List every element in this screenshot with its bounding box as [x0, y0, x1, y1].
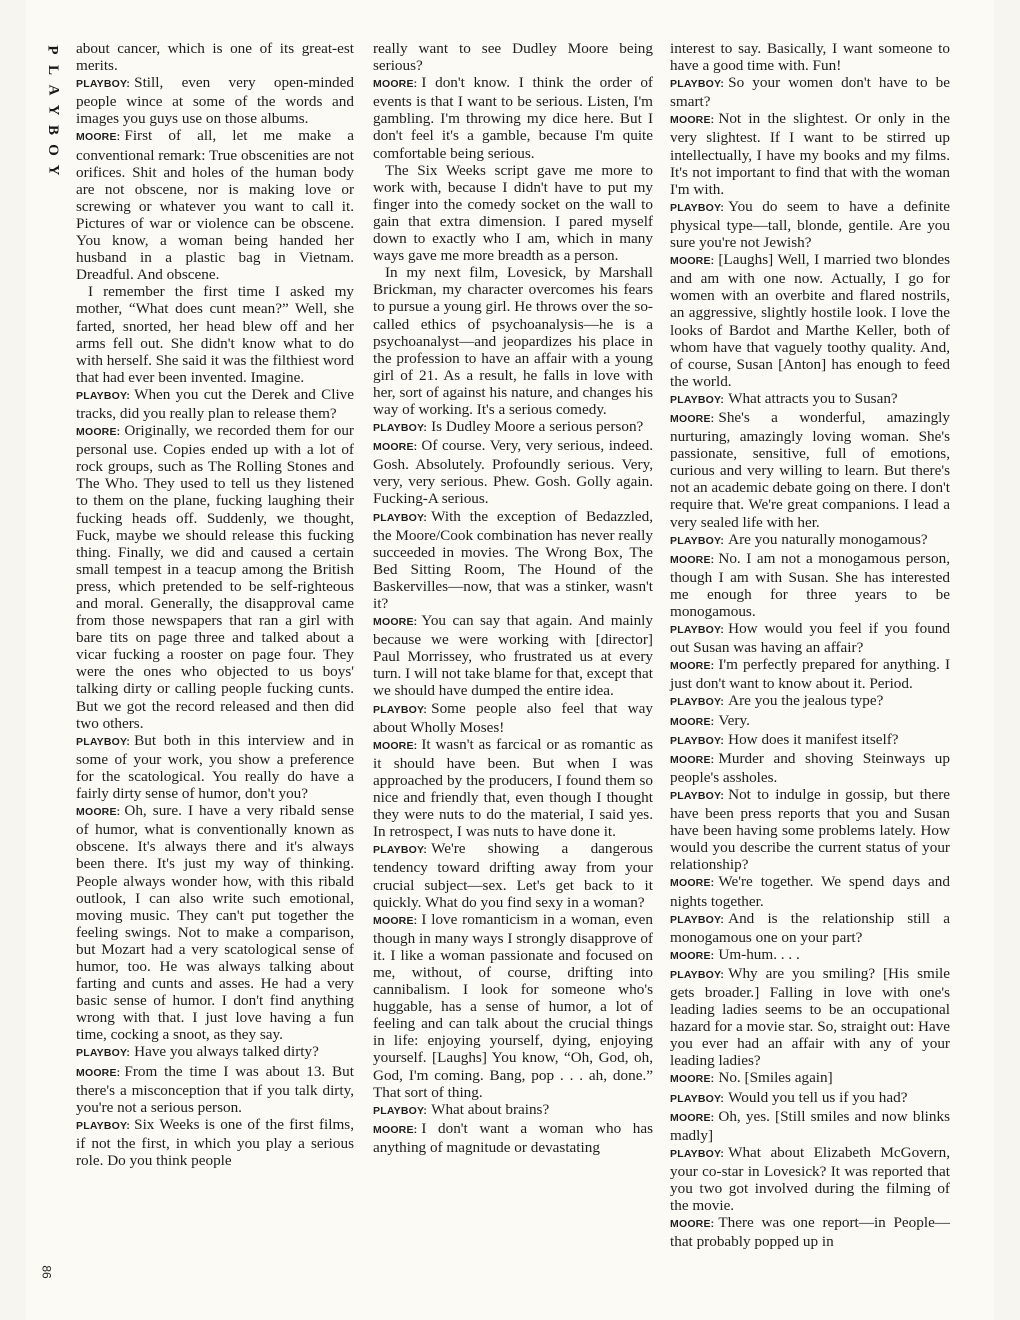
paragraph-text: It wasn't as farcical or as romantic as it should have been. But when I was approached by the producers, I found them so nice and friendly that, even though I thought they were nuts to do the material, I said yes. In retrospect, I was nuts to have done it. — [373, 735, 653, 841]
paragraph — [373, 911, 653, 1101]
paragraph — [670, 692, 950, 711]
masthead-letter: B — [44, 124, 61, 136]
paragraph-text: Oh, sure. I have a very ribald sense of humor, what is conventionally known as obscene. It's always there and it's always been there. It's just my way of thinking. People always wonder how, with this ribald outlook, I can also write such emotional, moving music. They can't put together the feeling swings. Not to make a comparison, but Mozart had a very scatological sense of humor, too. He was always talking about farting and cunts and asses. He had a very basic sense of humor. I don't find anything wrong with that. I just love having a fun time, cocking a snoot, as they say. — [76, 802, 354, 1044]
speaker-label: PLAYBOY: — [670, 78, 725, 91]
speaker-label: PLAYBOY: — [373, 703, 428, 716]
paragraph — [670, 1214, 950, 1250]
paragraph-text: So your women don't have to be smart? — [670, 74, 950, 111]
paragraph-text: Is Dudley Moore a serious person? — [431, 418, 644, 436]
paragraph — [670, 750, 950, 786]
paragraph — [670, 656, 950, 692]
paragraph-text: Um-hum. . . . — [718, 945, 800, 963]
paragraph — [76, 127, 354, 283]
speaker-label: MOORE: — [670, 412, 715, 425]
paragraph-text: I love romanticism in a woman, even though in many ways I strongly disapprove of it. I like a woman passionate and focused on me, without, of course, drifting into cannibalism. I look for someone who's huggable, has a sense of humor, a lot of feeling and can talk about the crucial things in life: enjoying yourself, dying, enjoying yourself. [Laughs] You know, “Oh, God, oh, God, I'm coming. Bang, pop . . . ah, done.” That sort of thing. — [373, 910, 653, 1101]
speaker-label: MOORE: — [670, 1111, 715, 1124]
paragraph-text: What about brains? — [431, 1100, 550, 1118]
masthead-letter: P — [44, 45, 61, 55]
speaker-label: PLAYBOY: — [670, 534, 725, 547]
paragraph-text: Originally, we recorded them for our personal use. Copies ended up with a lot of rock groups, such as The Rolling Stones and The Who. They used to tell us they listened to them on the plane, fucking laughing their fucking heads off. Suddenly, we thought, Fuck, maybe we should release this fucking thing. Finally, we did and caused a certain small tempest in a teacup among the British press, which pretended to be self-righteous and moral. Generally, the disapproval came from those newspapers that ran a girl with bare tits on page three and talked about a vicar fucking a rooster on page four. They were the ones who objected to us boys' talking dirty or calling people fucking cunts. But we got the record released and then did two others. — [76, 422, 354, 732]
paragraph — [373, 162, 653, 265]
paragraph — [373, 508, 653, 613]
paragraph — [373, 40, 653, 74]
speaker-label: PLAYBOY: — [670, 1147, 725, 1160]
paragraph-text: From the time I was about 13. But there's a misconception that if you talk dirty, you're not a serious person. — [76, 1062, 354, 1116]
speaker-label: MOORE: — [670, 877, 715, 890]
paragraph — [670, 1069, 950, 1088]
masthead-letter: L — [44, 64, 61, 76]
paragraph — [76, 283, 354, 386]
paragraph — [670, 198, 950, 251]
column-1 — [76, 40, 354, 1169]
paragraph-text: What about Elizabeth McGovern, your co-star in Lovesick? It was reported that you two got involved during the filming of the movie. — [670, 1143, 950, 1215]
speaker-label: MOORE: — [670, 553, 715, 566]
masthead-playboy — [40, 40, 60, 180]
paragraph — [373, 612, 653, 699]
paragraph-text: In my next film, Lovesick, by Marshall Brickman, my character overcomes his fears to pursue a young girl. He throws over the so-called ethics of psychoanalysis—he is a psychoanalyst—and jeopardizes his place in the profession to have an affair with a young girl of 21. As a result, he falls in love with her, sort of against his nature, and changes his way of working. It's a serious comedy. — [373, 264, 653, 418]
speaker-label: MOORE: — [373, 1123, 418, 1136]
speaker-label: MOORE: — [76, 131, 121, 144]
paragraph — [670, 1144, 950, 1214]
paragraph-text: When you cut the Derek and Clive tracks, did you really plan to release them? — [76, 385, 354, 422]
speaker-label: PLAYBOY: — [670, 789, 725, 802]
speaker-label: PLAYBOY: — [76, 1047, 131, 1060]
paragraph — [670, 390, 950, 409]
paragraph — [76, 1116, 354, 1169]
speaker-label: PLAYBOY: — [670, 1092, 725, 1105]
paragraph-text: Are you the jealous type? — [728, 692, 884, 710]
paragraph-text: about cancer, which is one of its great-est merits. — [76, 40, 354, 75]
speaker-label: PLAYBOY: — [373, 844, 428, 857]
paragraph — [670, 946, 950, 965]
speaker-label: PLAYBOY: — [76, 78, 131, 91]
speaker-label: MOORE: — [670, 715, 715, 728]
paragraph-text: We're showing a dangerous tendency toward drifting away from your crucial subject—sex. Let's get back to it quickly. What do you find sexy in a woman? — [373, 840, 653, 911]
paragraph-text: First of all, let me make a conventional remark: True obscenities are not orifices. Shit and holes of the human body are not obscene, nor is making love or screwing or whatever you want to call it. Pictures of war or violence can be obscene. You know, a woman being handed her husband in a plastic bag in Vietnam. Dreadful. And obscene. — [76, 127, 354, 284]
paragraph-text: How would you feel if you found out Susan was having an affair? — [670, 620, 950, 657]
paragraph — [670, 74, 950, 110]
paragraph — [76, 802, 354, 1043]
paragraph-text: You do seem to have a definite physical type—tall, blonde, gentile. Are you sure you're not Jewish? — [670, 197, 950, 252]
paragraph — [373, 736, 653, 841]
paragraph — [373, 1101, 653, 1120]
paragraph-text: No. I am not a monogamous person, though I am with Susan. She has interested me enough for three years to be monogamous. — [670, 549, 950, 620]
speaker-label: MOORE: — [373, 441, 418, 454]
paragraph-text: We're together. We spend days and nights together. — [670, 873, 950, 910]
paragraph-text: I'm perfectly prepared for anything. I just don't want to know about it. Period. — [670, 656, 950, 693]
speaker-label: PLAYBOY: — [373, 511, 428, 524]
speaker-label: PLAYBOY: — [670, 696, 725, 709]
speaker-label: PLAYBOY: — [373, 1104, 428, 1117]
speaker-label: PLAYBOY: — [670, 734, 725, 747]
speaker-label: MOORE: — [670, 1073, 715, 1086]
paragraph — [670, 409, 950, 531]
paragraph-text: Not in the slightest. Or only in the very slightest. If I want to be stirred up intellectually, I have my books and my films. It's not important to find that with the woman I'm with. — [670, 110, 950, 198]
masthead-letter: O — [44, 144, 61, 156]
paragraph — [670, 251, 950, 390]
paragraph-text: interest to say. Basically, I want someone to have a good time with. Fun! — [670, 40, 950, 75]
paragraph-text: No. [Smiles again] — [718, 1069, 833, 1087]
paragraph — [76, 732, 354, 802]
paragraph-text: Are you naturally monogamous? — [728, 530, 928, 548]
speaker-label: MOORE: — [670, 949, 715, 962]
paragraph-text: I remember the first time I asked my mother, “What does cunt mean?” Well, she farted, snorted, her head blew off and her arms fell out. She didn't know what to do with herself. She said it was the filthiest word that had ever been invented. Imagine. — [76, 283, 354, 386]
paragraph-text: Some people also feel that way about Wholly Moses! — [373, 699, 653, 736]
paragraph — [76, 74, 354, 127]
paragraph — [670, 110, 950, 197]
paragraph — [670, 40, 950, 74]
paragraph — [670, 531, 950, 550]
paragraph-text: Very. — [718, 711, 750, 729]
paragraph-text: You can say that again. And mainly because we were working with [director] Paul Morrissey, who frustrated us at every turn. I will not take blame for that, except that we should have dumped the entire idea. — [373, 612, 653, 700]
paragraph — [76, 1043, 354, 1062]
paragraph — [670, 910, 950, 946]
paragraph — [670, 550, 950, 620]
speaker-label: MOORE: — [373, 616, 418, 629]
paragraph — [670, 1108, 950, 1144]
paragraph — [670, 786, 950, 873]
paragraph-text: Oh, yes. [Still smiles and now blinks madly] — [670, 1107, 950, 1144]
paragraph — [373, 840, 653, 910]
speaker-label: MOORE: — [670, 753, 715, 766]
masthead-letter: A — [45, 84, 61, 96]
paragraph-text: I don't know. I think the order of events is that I want to be serious. Listen, I'm gambling. I'm throwing my dice here. But I don't feel it's a gamble, because I'm quite comfortable being serious. — [373, 74, 653, 162]
speaker-label: MOORE: — [670, 660, 715, 673]
paragraph — [373, 264, 653, 418]
paragraph — [373, 437, 653, 507]
paragraph-text: Of course. Very, very serious, indeed. Gosh. Absolutely. Profoundly serious. Very, very, very serious. Phew. Gosh. Golly again. Fucking-A serious. — [373, 437, 653, 508]
paragraph-text: But both in this interview and in some of your work, you show a preference for the scatological. You really do have a fairly dirty sense of humor, don't you? — [76, 731, 354, 803]
page-number: 86 — [39, 1265, 54, 1279]
paragraph-text: Why are you smiling? [His smile gets broader.] Falling in love with one's leading ladies seems to be an occupational hazard for a movie star. So, straight out: Have you ever had an affair with any of your leading ladies? — [670, 964, 950, 1070]
paragraph-text: Have you always talked dirty? — [134, 1043, 319, 1061]
paragraph — [670, 620, 950, 656]
paragraph — [670, 1089, 950, 1108]
paragraph-text: really want to see Dudley Moore being serious? — [373, 40, 653, 75]
masthead-letter: Y — [45, 104, 61, 116]
paragraph-text: Six Weeks is one of the first films, if not the first, in which you play a serious role. Do you think people — [76, 1115, 354, 1169]
paragraph — [76, 422, 354, 732]
masthead-letter: Y — [45, 164, 61, 176]
paragraph-text: Murder and shoving Steinways up people's assholes. — [670, 749, 950, 786]
paragraph-text: How does it manifest itself? — [728, 730, 899, 748]
speaker-label: MOORE: — [76, 806, 121, 819]
speaker-label: PLAYBOY: — [76, 1119, 131, 1132]
speaker-label: PLAYBOY: — [670, 968, 725, 981]
speaker-label: PLAYBOY: — [76, 389, 131, 402]
paragraph — [373, 1120, 653, 1156]
paragraph — [76, 386, 354, 422]
paragraph-text: I don't want a woman who has anything of magnitude or devastating — [373, 1119, 653, 1156]
paragraph — [670, 712, 950, 731]
speaker-label: MOORE: — [76, 1066, 121, 1079]
speaker-label: MOORE: — [373, 739, 418, 752]
column-3 — [670, 40, 950, 1250]
paragraph-text: And is the relationship still a monogamous one on your part? — [670, 909, 950, 946]
speaker-label: MOORE: — [670, 255, 715, 268]
speaker-label: MOORE: — [373, 78, 418, 91]
paragraph — [373, 700, 653, 736]
paragraph — [670, 731, 950, 750]
paragraph — [670, 873, 950, 909]
speaker-label: MOORE: — [373, 914, 418, 927]
paragraph — [670, 965, 950, 1070]
speaker-label: PLAYBOY: — [670, 624, 725, 637]
speaker-label: PLAYBOY: — [76, 735, 131, 748]
speaker-label: PLAYBOY: — [373, 422, 428, 435]
speaker-label: PLAYBOY: — [670, 201, 725, 214]
column-2 — [373, 40, 653, 1156]
speaker-label: MOORE: — [76, 426, 121, 439]
paragraph — [373, 418, 653, 437]
paragraph-text: Still, even very open-minded people wince at some of the words and images you guys use on those albums. — [76, 74, 354, 128]
paragraph — [76, 1063, 354, 1116]
paragraph-text: [Laughs] Well, I married two blondes and am with one now. Actually, I go for women with an overbite and flared nostrils, an aggressive, slightly hostile look. I love the looks of Bardot and Marthe Keller, both of whom have that vaguely toothy quality. And, of course, Susan [Anton] has enough to feed the world. — [670, 251, 950, 390]
paragraph-text: What attracts you to Susan? — [728, 389, 898, 407]
paragraph-text: Not to indulge in gossip, but there have been press reports that you and Susan have been having some problems lately. How would you describe the current status of your relationship? — [670, 785, 950, 874]
speaker-label: MOORE: — [670, 1218, 715, 1231]
speaker-label: PLAYBOY: — [670, 393, 725, 406]
paragraph — [373, 74, 653, 161]
speaker-label: PLAYBOY: — [670, 913, 725, 926]
speaker-label: MOORE: — [670, 114, 715, 127]
paragraph-text: She's a wonderful, amazingly nurturing, amazingly loving woman. She's passionate, sensitive, full of emotions, curious and very willing to learn. But there's not an academic debate going on there. I don't require that. We're great companions. I lead a very sealed life with her. — [670, 408, 950, 531]
paragraph — [76, 40, 354, 74]
paragraph-text: Would you tell us if you had? — [728, 1088, 908, 1106]
paragraph-text: With the exception of Bedazzled, the Moore/Cook combination has never really succeeded in movies. The Wrong Box, The Bed Sitting Room, The Hound of the Baskervilles—now, that was a stinker, wasn't it? — [373, 507, 653, 612]
paragraph-text: There was one report—in People—that probably popped up in — [670, 1214, 950, 1251]
paragraph-text: The Six Weeks script gave me more to work with, because I didn't have to put my finger into the comedy socket on the wall to gain that extra dimension. I pared myself down to exactly who I am, which in many ways gave me more breadth as a person. — [373, 161, 653, 265]
